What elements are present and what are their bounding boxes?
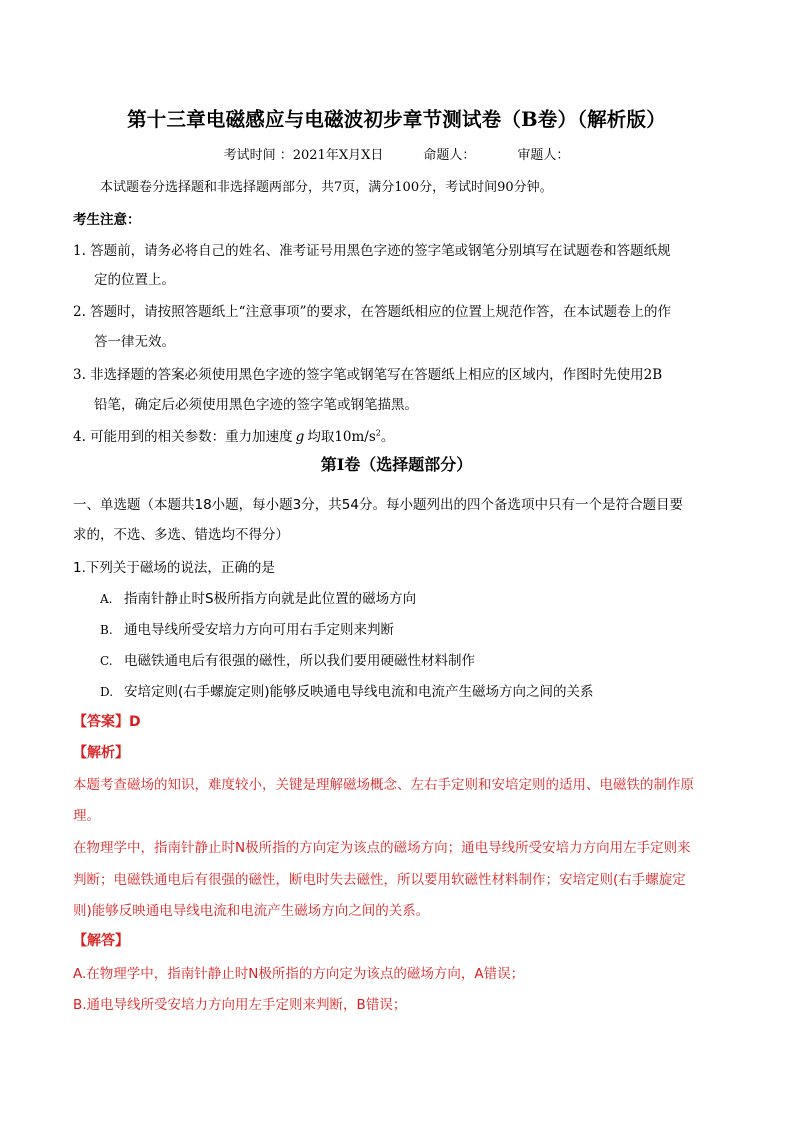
notice-item-2-line1: 2. 答题时，请按照答题纸上“注意事项”的要求，在答题纸相应的位置上规范作答，在本试题卷上的作	[73, 304, 671, 320]
answer-label: 【答案】D	[73, 714, 141, 730]
option-c-text: 电磁铁通电后有很强的磁性，所以我们要用硬磁性材料制作	[124, 653, 475, 669]
section-heading-line1: 一、单选题（本题共18小题，每小题3分，共54分。每小题列出的四个备选项中只有一个是符合题目要	[73, 497, 683, 513]
notice-item-4-mid: 均取10m/s	[307, 429, 376, 445]
section-heading-line2: 求的，不选、多选、错选均不得分）	[73, 527, 289, 543]
notice-item-4	[73, 425, 394, 445]
notice-item-1-line2: 定的位置上。	[94, 272, 175, 288]
option-c	[100, 649, 475, 669]
option-a-label: A.	[100, 592, 113, 606]
analysis-line-2: 理。	[73, 808, 100, 824]
notice-item-4-post: 。	[380, 429, 395, 445]
option-b	[100, 618, 394, 638]
page-title: 第十三章电磁感应与电磁波初步章节测试卷（B卷）（解析版）	[127, 108, 666, 131]
gravity-symbol: g	[295, 429, 305, 445]
option-d-label: D.	[100, 685, 114, 699]
exam-time: 考试时间 ：2021年X月X日	[223, 148, 384, 163]
notice-item-4-sup: 2	[375, 428, 381, 438]
part-title: 第I卷（选择题部分）	[320, 455, 473, 474]
analysis-label: 【解析】	[73, 745, 129, 761]
notice-item-1-line1: 1. 答题前，请务必将自己的姓名、准考证号用黑色字迹的签字笔或钢笔分别填写在试题卷和答题纸规	[73, 243, 671, 259]
exam-reviewer: 审题人：	[517, 148, 570, 163]
analysis-line-3: 在物理学中，指南针静止时N极所指的方向定为该点的磁场方向；通电导线所受安培力方向用左手定则来	[73, 840, 691, 856]
option-a-text: 指南针静止时S极所指方向就是此位置的磁场方向	[124, 591, 417, 607]
exam-info-line	[0, 144, 793, 163]
option-d	[100, 680, 594, 700]
notice-item-2-line2: 答一律无效。	[94, 334, 175, 350]
exam-intro: 本试题卷分选择题和非选择题两部分，共7页，满分100分，考试时间90分钟。	[100, 180, 553, 195]
analysis-line-5: 则)能够反映通电导线电流和电流产生磁场方向之间的关系。	[73, 903, 430, 919]
solution-line-1: A.在物理学中，指南针静止时N极所指的方向定为该点的磁场方向，A错误；	[73, 966, 525, 982]
option-b-label: B.	[100, 623, 113, 637]
notice-item-3-line2: 铅笔，确定后必须使用黑色字迹的签字笔或钢笔描黑。	[94, 397, 418, 413]
option-a	[100, 587, 416, 607]
option-d-text: 安培定则(右手螺旋定则)能够反映通电导线电流和电流产生磁场方向之间的关系	[124, 684, 594, 700]
analysis-line-4: 判断；电磁铁通电后有很强的磁性，断电时失去磁性，所以要用软磁性材料制作；安培定则(右手螺旋定	[73, 872, 686, 888]
question-stem: 1.下列关于磁场的说法，正确的是	[73, 560, 275, 576]
exam-author: 命题人：	[423, 148, 476, 163]
option-b-text: 通电导线所受安培力方向可用右手定则来判断	[124, 622, 394, 638]
solution-line-2: B.通电导线所受安培力方向用左手定则来判断，B错误；	[73, 997, 407, 1013]
analysis-line-1: 本题考查磁场的知识，难度较小，关键是理解磁场概念、左右手定则和安培定则的适用、电磁铁的制作原	[73, 777, 694, 793]
notice-item-4-pre: 4. 可能用到的相关参数：重力加速度	[73, 429, 293, 445]
notice-item-3-line1: 3. 非选择题的答案必须使用黑色字迹的签字笔或钢笔写在答题纸上相应的区域内，作图时先使用2B	[73, 367, 663, 383]
notice-heading: 考生注意：	[73, 212, 141, 228]
option-c-label: C.	[100, 654, 113, 668]
solution-label: 【解答】	[73, 933, 129, 949]
